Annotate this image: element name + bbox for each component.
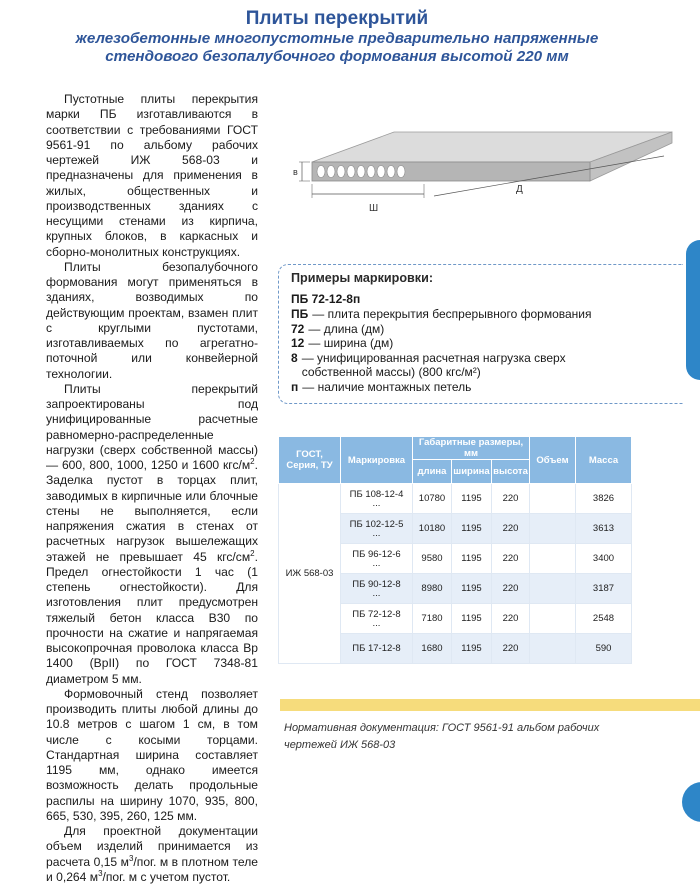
width-cell: 1195 (452, 634, 492, 664)
col-dimensions: Габаритные размеры, мм (413, 437, 530, 460)
marking-item: 12 — ширина (дм) (291, 336, 394, 351)
mark-cell: ПБ 72-12-8 ... (341, 604, 413, 634)
marking-examples-box (278, 264, 683, 404)
col-height: высота (492, 460, 530, 484)
height-cell: 220 (492, 484, 530, 514)
mass-cell: 590 (576, 634, 632, 664)
mass-cell: 3826 (576, 484, 632, 514)
marking-item: п — наличие монтажных петель (291, 379, 472, 394)
volume-cell (530, 514, 576, 544)
length-cell: 10780 (413, 484, 452, 514)
mark-cell: ПБ 96-12-6 ... (341, 544, 413, 574)
volume-cell (530, 634, 576, 664)
mark-cell: ПБ 90-12-8 ... (341, 574, 413, 604)
page-subtitle (10, 30, 664, 66)
mass-cell: 3613 (576, 514, 632, 544)
page-title: Плиты перекрытий (245, 8, 429, 29)
height-cell: 220 (492, 604, 530, 634)
marking-item: ПБ — плита перекрытия беспрерывного формования (291, 307, 592, 321)
width-cell: 1195 (452, 544, 492, 574)
accent-bar (280, 699, 700, 711)
table-row (279, 484, 632, 514)
mass-cell: 3187 (576, 574, 632, 604)
description-text (46, 92, 258, 885)
col-volume: Объем (530, 437, 576, 484)
width-cell: 1195 (452, 514, 492, 544)
paragraph-loads: Плиты перекрытий запроектированы под унифицированные расчетные равномерно-распределенные нагрузки (сверх собственной массы) — 600, 800, 1000, 1250 и 1600 кгс/$м^2$. Заделка пустот в торцах плит, заводимых в кирпичные или блочные стены не выполняется, если напряжения сжатия в стенах от расчетных нагрузок вышележащих этажей не превышает 45 кгс/$см^2$. Предел огнестойкости 1 час (1 степень огнестойкости). Для изготовления плит предусмотрен тяжелый бетон класса В30 по прочности на сжатие и напрягаемая высокопрочная проволока класса Вр 1400 (ВрII) по ГОСТ 7348-81 диаметром 5 мм. (46, 381, 258, 686)
label-length: Д (516, 184, 523, 195)
marking-item: 72 — длина (дм) (291, 321, 385, 336)
series-cell: ИЖ 568-03 (279, 484, 341, 664)
height-cell: 220 (492, 574, 530, 604)
length-cell: 8980 (413, 574, 452, 604)
marking-legend (291, 307, 631, 395)
length-cell: 1680 (413, 634, 452, 664)
marking-item: 8 — унифицированная расчетная нагрузка сверх собственной массы) (800 кгс/м²) (291, 350, 566, 380)
mass-cell: 2548 (576, 604, 632, 634)
width-cell: 1195 (452, 604, 492, 634)
width-cell: 1195 (452, 484, 492, 514)
mark-cell: ПБ 17-12-8 (341, 634, 413, 664)
mark-cell: ПБ 108-12-4 ... (341, 484, 413, 514)
length-cell: 10180 (413, 514, 452, 544)
length-cell: 7180 (413, 604, 452, 634)
volume-cell (530, 574, 576, 604)
slab-table (278, 436, 631, 664)
side-tab (686, 240, 700, 380)
label-width: Ш (369, 203, 379, 214)
volume-cell (530, 544, 576, 574)
paragraph-usage: Плиты безопалубочного формования могут применяться в зданиях, возводимых по действующим проектам, взамен плит с круглыми пустотами, изготавливаемых по агрегатно-поточной или конвейерной технологии. (46, 259, 258, 381)
col-gost: ГОСТ, Серия, ТУ (279, 437, 341, 484)
paragraph-volume: Для проектной документации объем изделий принимается из расчета 0,15 $м^3$/пог. м в плотном теле и 0,264 $м^3$/пог. м с учетом пустот. (46, 824, 258, 884)
height-cell: 220 (492, 514, 530, 544)
width-cell: 1195 (452, 574, 492, 604)
subtitle-line-1: железобетонные многопустотные предварительно напряженные (75, 30, 599, 47)
col-marking: Маркировка (341, 437, 413, 484)
paragraph-stand: Формовочный стенд позволяет производить плиты любой длины до 10.8 метров с шагом 1 см, в том числе с косыми торцами. Стандартная ширина составляет 1195 мм, однако имеется возможность делать продольные распилы на ширину 1070, 935, 800, 665, 530, 395, 260, 125 мм. (46, 686, 258, 823)
marking-heading: Примеры маркировки: (291, 271, 434, 285)
label-height: в (293, 167, 298, 177)
col-length: длина (413, 460, 452, 484)
col-width: ширина (452, 460, 492, 484)
slab-voids (317, 166, 405, 178)
corner-decoration (682, 782, 700, 822)
paragraph-intro: Пустотные плиты перекрытия марки ПБ изготавливаются в соответствии с требованиями ГОСТ 9561-91 по альбому рабочих чертежей ИЖ 568-03 и предназначены для применения в жилых, общественных и производственных зданиях с несущими стенами из кирпича, крупных блоков, в каркасных и сборно-монолитных конструкциях. (46, 92, 258, 259)
subtitle-line-2: стендового безопалубочного формования высотой 220 мм (105, 48, 569, 65)
length-cell: 9580 (413, 544, 452, 574)
height-cell: 220 (492, 634, 530, 664)
marking-example: ПБ 72-12-8п (291, 292, 361, 306)
mass-cell: 3400 (576, 544, 632, 574)
height-cell: 220 (492, 544, 530, 574)
slab-diagram (284, 112, 674, 222)
volume-cell (530, 604, 576, 634)
volume-cell (530, 484, 576, 514)
normative-docs: Нормативная документация: ГОСТ 9561-91 альбом рабочих чертежей ИЖ 568-03 (284, 722, 600, 751)
col-mass: Масса (576, 437, 632, 484)
mark-cell: ПБ 102-12-5 ... (341, 514, 413, 544)
